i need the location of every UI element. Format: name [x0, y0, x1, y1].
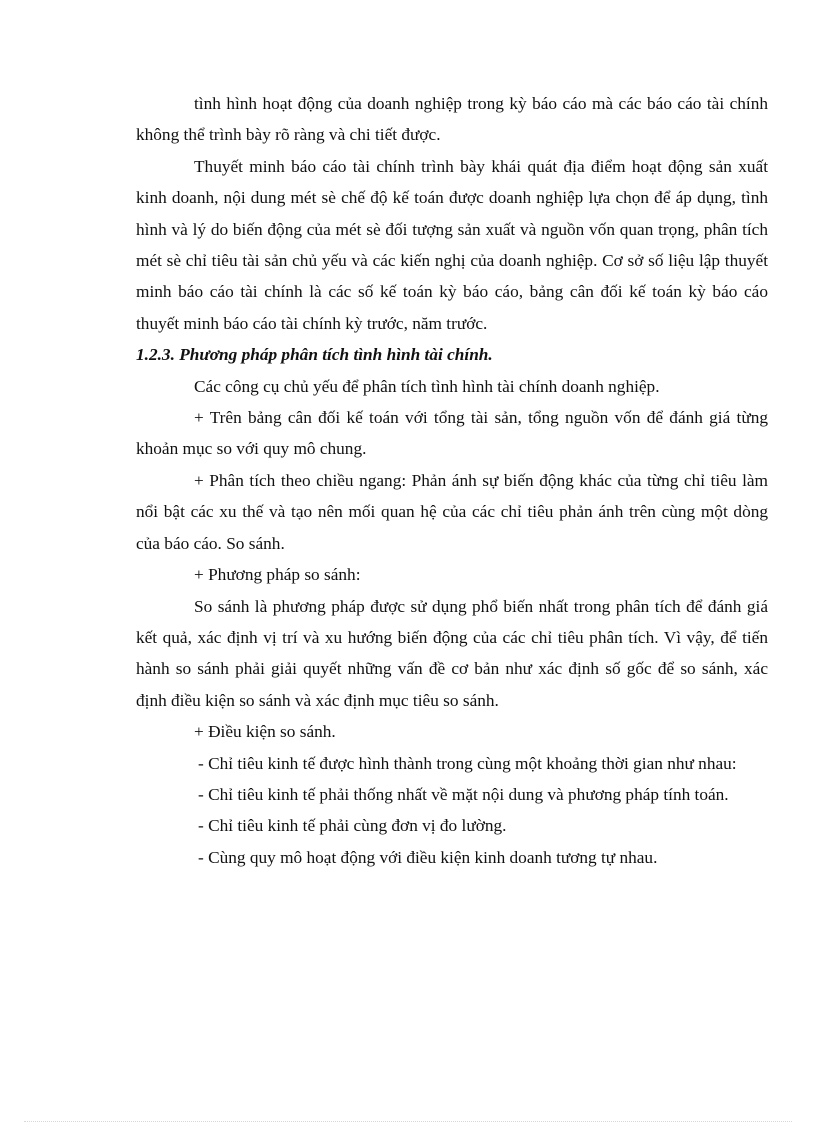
list-item-condition-unit: - Chỉ tiêu kinh tế phải cùng đơn vị đo lường.	[198, 816, 507, 836]
paragraph-horizontal-analysis: + Phân tích theo chiều ngang: Phản ánh sự biến động khác của từng chỉ tiêu làm nổi bật các xu thế và tạo nên mối quan hệ của các chỉ tiêu phản ánh trên cùng một dòng của báo cáo. So sánh.	[136, 470, 768, 553]
paragraph-balance-sheet: + Trên bảng cân đối kế toán với tổng tài sản, tổng nguồn vốn để đánh giá từng khoản mục so với quy mô chung.	[136, 408, 768, 459]
document-body	[136, 88, 768, 873]
paragraph-main-tools: Các công cụ chủ yếu để phân tích tình hình tài chính doanh nghiệp.	[194, 376, 660, 396]
page-bottom-dotted-line	[24, 1121, 792, 1122]
list-item-condition-scale: - Cùng quy mô hoạt động với điều kiện kinh doanh tương tự nhau.	[198, 847, 658, 867]
list-item-condition-time: - Chỉ tiêu kinh tế được hình thành trong cùng một khoảng thời gian như nhau:	[198, 753, 737, 773]
paragraph-comparison-conditions: + Điều kiện so sánh.	[194, 722, 336, 742]
paragraph-comparison-method: So sánh là phương pháp được sử dụng phổ biến nhất trong phân tích để đánh giá kết quả, xác định vị trí và xu hướng biến động của các chỉ tiêu phân tích. Vì vậy, để tiến hành so sánh phải giải quyết những vấn đề cơ bản như xác định số gốc để so sánh, xác định điều kiện so sánh và xác định mục tiêu so sánh.	[136, 596, 768, 710]
section-heading: 1.2.3. Phương pháp phân tích tình hình tài chính.	[136, 345, 493, 365]
paragraph-financial-report-limits: tình hình hoạt động của doanh nghiệp trong kỳ báo cáo mà các báo cáo tài chính không thể trình bày rõ ràng và chi tiết được.	[136, 94, 768, 145]
paragraph-report-notes: Thuyết minh báo cáo tài chính trình bày khái quát địa điểm hoạt động sản xuất kinh doanh, nội dung mét sè chế độ kế toán được doanh nghiệp lựa chọn để áp dụng, tình hình và lý do biến động của mét sè đối tượng sản xuất và nguồn vốn quan trọng, phân tích mét sè chỉ tiêu tài sản chủ yếu và các kiến nghị của doanh nghiệp. Cơ sở số liệu lập thuyết minh báo cáo tài chính là các số kế toán kỳ báo cáo, bảng cân đối kế toán kỳ báo cáo thuyết minh báo cáo tài chính kỳ trước, năm trước.	[136, 156, 768, 333]
paragraph-comparison-method-title: + Phương pháp so sánh:	[194, 565, 361, 585]
list-item-condition-content: - Chỉ tiêu kinh tế phải thống nhất về mặt nội dung và phương pháp tính toán.	[198, 784, 729, 804]
